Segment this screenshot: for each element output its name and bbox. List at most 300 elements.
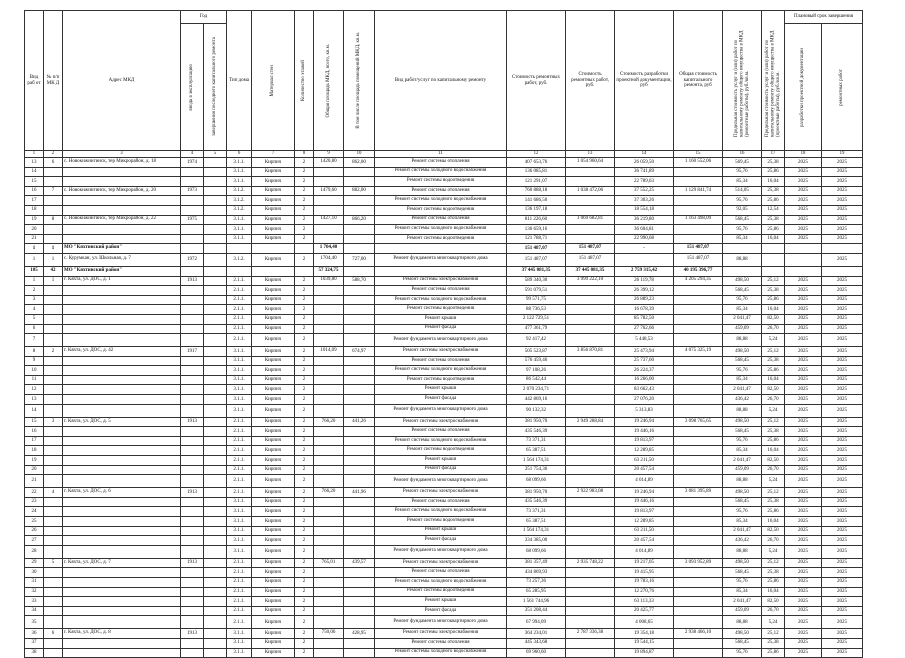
table-cell: 2.1.1. <box>227 475 252 488</box>
table-cell: 1 038 472,06 <box>566 186 615 196</box>
table-cell: 95,76 <box>723 648 762 658</box>
table-row <box>25 186 863 196</box>
table-cell: Кирпич <box>252 475 295 488</box>
table-cell: 2025 <box>785 475 822 488</box>
table-cell: 2 <box>295 507 314 517</box>
table-cell: 2.1.1. <box>227 616 252 629</box>
table-cell: 3.1.1. <box>227 404 252 417</box>
table-cell: Кирпич <box>252 356 295 366</box>
table-cell <box>314 436 344 446</box>
table-cell: 882,00 <box>344 186 375 196</box>
table-cell: 141 686,50 <box>507 196 566 206</box>
table-cell: 760 888,18 <box>507 186 566 196</box>
table-cell: 11 <box>25 375 44 385</box>
table-cell: 136 197,18 <box>507 205 566 215</box>
table-cell <box>204 395 227 405</box>
table-cell <box>181 395 204 405</box>
table-cell: 2025 <box>785 324 822 334</box>
table-cell: 2 <box>295 167 314 177</box>
table-cell <box>344 497 375 507</box>
table-cell: 2025 <box>822 366 863 376</box>
table-cell: 1913 <box>181 629 204 639</box>
table-cell: 498,50 <box>723 558 762 568</box>
table-cell: 28 <box>25 545 44 558</box>
table-cell <box>204 597 227 607</box>
table-cell <box>44 587 63 597</box>
table-cell: 16 <box>25 186 44 196</box>
table-cell <box>344 234 375 244</box>
table-row <box>25 375 863 385</box>
table-cell: Кирпич <box>252 427 295 437</box>
table-cell: 17 <box>25 436 44 446</box>
table-cell: 2025 <box>822 158 863 168</box>
table-cell: 136 659,16 <box>507 225 566 235</box>
table-cell: 2025 <box>822 436 863 446</box>
table-cell: 4 008,65 <box>615 616 674 629</box>
table-cell <box>566 234 615 244</box>
table-cell <box>566 545 615 558</box>
table-row <box>25 456 863 466</box>
table-cell: Ремонт системы водоотведения <box>375 446 507 456</box>
table-cell: 19 <box>25 215 44 225</box>
table-cell <box>314 616 344 629</box>
header-planned-completion: Плановый срок завершения <box>785 11 863 24</box>
table-cell: 505 523,87 <box>507 347 566 357</box>
table-cell <box>344 266 375 276</box>
table-cell <box>674 436 723 446</box>
table-cell: 63 113,33 <box>615 597 674 607</box>
table-cell: 25 737,60 <box>615 356 674 366</box>
table-cell: 65 387,51 <box>507 446 566 456</box>
table-cell <box>44 395 63 405</box>
table-cell: 2 <box>295 475 314 488</box>
table-cell: 85 782,50 <box>615 314 674 324</box>
table-cell: 42 <box>44 266 63 276</box>
table-cell <box>344 475 375 488</box>
table-cell: 2 <box>295 587 314 597</box>
table-row <box>25 446 863 456</box>
table-cell <box>44 507 63 517</box>
table-cell: 2 <box>295 558 314 568</box>
table-cell: 2 <box>295 205 314 215</box>
table-cell <box>204 577 227 587</box>
table-cell <box>344 507 375 517</box>
table-cell: 34 <box>25 606 44 616</box>
table-cell: 1 <box>44 276 63 286</box>
table-cell: 136 085,81 <box>507 167 566 177</box>
table-cell: 3.1.1. <box>227 167 252 177</box>
table-cell: Ремонт системы холодного водоснабжения <box>375 507 507 517</box>
table-cell: Ремонт системы холодного водоснабжения <box>375 167 507 177</box>
table-row <box>25 497 863 507</box>
table-cell: 37 445 081,35 <box>507 266 566 276</box>
table-cell: 2.1.1. <box>227 324 252 334</box>
table-cell: 151 487,07 <box>566 253 615 266</box>
table-cell: 82,50 <box>762 597 785 607</box>
header-last-repair-year: завершения последнего капитального ремонта <box>204 24 227 151</box>
table-cell <box>44 356 63 366</box>
table-cell: 92 417,42 <box>507 334 566 347</box>
table-cell: 65 387,51 <box>507 517 566 527</box>
table-cell: 2 949 288,84 <box>566 417 615 427</box>
table-cell: 2025 <box>822 517 863 527</box>
table-cell <box>204 286 227 296</box>
table-cell: 2 070 234,71 <box>507 385 566 395</box>
table-row <box>25 295 863 305</box>
table-cell: 1420,80 <box>314 158 344 168</box>
table-cell: Кирпич <box>252 446 295 456</box>
table-row <box>25 517 863 527</box>
table-cell <box>181 404 204 417</box>
table-row <box>25 436 863 446</box>
table-cell: 3.1.1. <box>227 536 252 546</box>
table-cell: Кирпич <box>252 648 295 658</box>
repair-plan-table <box>24 10 863 658</box>
table-cell <box>63 526 181 536</box>
table-cell: 25,38 <box>762 215 785 225</box>
table-cell: 498,50 <box>723 417 762 427</box>
table-cell <box>63 616 181 629</box>
table-cell <box>566 205 615 215</box>
header-limit-cost-design: Предельная стоимость услуг и (или) работ по капитальному ремонту общего имущества в МКД (проектные работы), руб./кв.м. <box>762 11 785 151</box>
table-cell <box>566 597 615 607</box>
table-cell: Ремонт системы холодного водоснабжения <box>375 436 507 446</box>
table-cell: 18 <box>25 205 44 215</box>
table-cell: 2025 <box>785 606 822 616</box>
table-cell: г. Кяхта, ул. ДОС, д. 5 <box>63 417 181 427</box>
table-cell: 674,97 <box>344 347 375 357</box>
column-number: 1 <box>25 151 44 158</box>
table-cell: 3.1.1. <box>227 234 252 244</box>
table-cell <box>344 244 375 254</box>
table-cell <box>44 334 63 347</box>
table-cell <box>566 196 615 206</box>
table-cell: 2025 <box>785 215 822 225</box>
table-cell: 121 291,07 <box>507 177 566 187</box>
table-cell <box>44 616 63 629</box>
table-cell: 2025 <box>785 517 822 527</box>
table-cell <box>674 497 723 507</box>
table-cell <box>375 266 507 276</box>
table-cell: Ремонт системы водоотведения <box>375 587 507 597</box>
table-cell: 2 <box>295 446 314 456</box>
table-cell: Кирпич <box>252 536 295 546</box>
header-total-cost: Общая стоимость капитального ремонта, руб <box>674 11 723 151</box>
table-cell: 2025 <box>822 385 863 395</box>
table-cell: Ремонт фасада <box>375 395 507 405</box>
table-cell: 2025 <box>785 385 822 395</box>
table-cell: 477 361,79 <box>507 324 566 334</box>
table-cell: 83 662,43 <box>615 385 674 395</box>
table-cell <box>204 244 227 254</box>
table-cell <box>566 568 615 578</box>
table-cell: 2025 <box>822 167 863 177</box>
table-cell: 2 <box>295 234 314 244</box>
table-cell: 2025 <box>785 234 822 244</box>
table-cell: 2025 <box>785 375 822 385</box>
table-cell: 2025 <box>785 456 822 466</box>
table-cell: Ремонт системы водоотведения <box>375 234 507 244</box>
table-cell: 21 <box>25 234 44 244</box>
table-cell <box>181 356 204 366</box>
table-cell: 88,88 <box>723 545 762 558</box>
table-cell <box>44 324 63 334</box>
table-cell <box>344 517 375 527</box>
table-row <box>25 558 863 568</box>
table-cell: 25,12 <box>762 347 785 357</box>
table-cell <box>181 266 204 276</box>
header-address: Адрес МКД <box>63 11 181 151</box>
table-cell: 73 371,31 <box>507 507 566 517</box>
table-cell: 2 <box>295 253 314 266</box>
table-cell: Ремонт системы электроснабжения <box>375 488 507 498</box>
table-cell: 2025 <box>822 417 863 427</box>
table-cell: 12,54 <box>762 205 785 215</box>
table-cell <box>63 385 181 395</box>
table-cell <box>204 324 227 334</box>
table-cell: 36 604,81 <box>615 225 674 235</box>
table-cell <box>785 253 822 266</box>
column-number: 3 <box>63 151 181 158</box>
table-cell <box>314 446 344 456</box>
table-cell: 2025 <box>822 347 863 357</box>
table-cell <box>344 606 375 616</box>
table-cell: 25,38 <box>762 356 785 366</box>
header-limit-cost-repair: Предельная стоимость услуг и (или) работ по капитальному ремонту общего имущества в МКД (ремонтные работы), руб./кв.м. <box>723 11 762 151</box>
table-cell: 766,20 <box>314 488 344 498</box>
table-cell: 27 <box>25 536 44 546</box>
table-cell <box>63 205 181 215</box>
table-cell <box>674 375 723 385</box>
table-row <box>25 276 863 286</box>
table-cell <box>204 385 227 395</box>
table-cell: 2025 <box>822 497 863 507</box>
table-cell: с. Новокижингинск, тер Микрорайон, д. 18 <box>63 158 181 168</box>
table-cell: 1039,80 <box>314 276 344 286</box>
table-cell: Ремонт системы водоотведения <box>375 205 507 215</box>
table-cell: 20 425,77 <box>615 606 674 616</box>
table-cell: 22 <box>25 488 44 498</box>
table-cell <box>204 177 227 187</box>
table-cell: 26,70 <box>762 465 785 475</box>
table-cell: 2025 <box>822 356 863 366</box>
table-cell <box>63 167 181 177</box>
table-cell <box>204 526 227 536</box>
table-cell: 25,12 <box>762 417 785 427</box>
table-cell: 750,06 <box>314 629 344 639</box>
table-cell <box>204 629 227 639</box>
table-cell: Кирпич <box>252 253 295 266</box>
table-cell: 3 093 952,89 <box>674 558 723 568</box>
table-cell: 3.1.1. <box>227 215 252 225</box>
table-cell: 2.1.1. <box>227 587 252 597</box>
table-cell: 25 <box>25 517 44 527</box>
table-cell: 441,26 <box>344 417 375 427</box>
table-cell: 151 487,07 <box>674 244 723 254</box>
table-cell: 26 119,78 <box>615 276 674 286</box>
table-cell: 25,12 <box>762 488 785 498</box>
table-cell: 2025 <box>785 186 822 196</box>
table-cell: 2.1.1. <box>227 606 252 616</box>
table-cell: с. Курумкан, ул. Школьная, д. 7 <box>63 253 181 266</box>
table-cell: 2025 <box>785 205 822 215</box>
table-cell: 26 059,50 <box>615 158 674 168</box>
table-cell: 3.1.1. <box>227 545 252 558</box>
table-cell <box>204 356 227 366</box>
table-cell: Кирпич <box>252 215 295 225</box>
table-cell <box>674 616 723 629</box>
table-cell <box>344 356 375 366</box>
table-cell: 3.1.1. <box>227 395 252 405</box>
table-cell: 568,45 <box>723 356 762 366</box>
table-cell <box>44 517 63 527</box>
table-cell <box>674 536 723 546</box>
table-cell: 442 869,16 <box>507 395 566 405</box>
table-cell <box>566 456 615 466</box>
capital-repair-table-page <box>24 10 862 658</box>
table-cell: Кирпич <box>252 177 295 187</box>
table-cell: Кирпич <box>252 456 295 466</box>
table-cell: с. Новокижингинск, тер Микрорайон, д. 20 <box>63 186 181 196</box>
table-cell: 459,09 <box>723 324 762 334</box>
table-cell: 2025 <box>785 497 822 507</box>
table-cell <box>314 286 344 296</box>
table-cell <box>723 244 762 254</box>
table-row <box>25 225 863 235</box>
table-cell <box>181 295 204 305</box>
table-cell: 2025 <box>822 295 863 305</box>
table-cell: 2 <box>295 404 314 417</box>
table-cell <box>204 205 227 215</box>
table-cell <box>314 234 344 244</box>
table-cell <box>566 395 615 405</box>
table-cell <box>344 648 375 658</box>
table-cell: 588,70 <box>344 276 375 286</box>
table-row <box>25 427 863 437</box>
table-cell: г. Кяхта, ул. ДОС, д. 6 <box>63 488 181 498</box>
table-cell: 2025 <box>822 196 863 206</box>
table-cell: Кирпич <box>252 507 295 517</box>
table-cell: 2025 <box>822 465 863 475</box>
table-cell <box>204 305 227 315</box>
table-cell <box>204 427 227 437</box>
table-cell: 2.1.1. <box>227 577 252 587</box>
table-cell: 2025 <box>822 404 863 417</box>
table-cell <box>344 465 375 475</box>
table-cell: 2025 <box>822 324 863 334</box>
table-cell <box>44 177 63 187</box>
column-number: 7 <box>252 151 295 158</box>
table-cell <box>566 507 615 517</box>
table-cell: 20 <box>25 225 44 235</box>
table-cell: 37 445 081,35 <box>566 266 615 276</box>
table-row <box>25 404 863 417</box>
table-cell <box>566 446 615 456</box>
table-cell: 2025 <box>785 488 822 498</box>
table-cell <box>674 225 723 235</box>
header-mkd-number: № п/п МК Д <box>44 11 63 151</box>
table-cell: Ремонт фасада <box>375 324 507 334</box>
table-cell: 9 <box>25 356 44 366</box>
table-cell: 3.1.2. <box>227 253 252 266</box>
table-cell: 25,12 <box>762 629 785 639</box>
table-cell: 2025 <box>822 507 863 517</box>
table-cell <box>63 577 181 587</box>
table-cell <box>566 225 615 235</box>
table-cell <box>566 324 615 334</box>
table-cell <box>344 205 375 215</box>
table-cell: 866,20 <box>344 215 375 225</box>
table-cell <box>674 568 723 578</box>
table-cell: 569,45 <box>723 158 762 168</box>
table-cell: 445 343,68 <box>507 638 566 648</box>
table-cell <box>204 606 227 616</box>
table-cell <box>204 417 227 427</box>
table-cell: 1974 <box>181 158 204 168</box>
table-cell <box>674 404 723 417</box>
table-cell: 381 950,70 <box>507 417 566 427</box>
table-cell: г. Кяхта, ул. ДОС, д. 8 <box>63 629 181 639</box>
table-cell: 1014,09 <box>314 347 344 357</box>
table-cell <box>344 545 375 558</box>
table-cell <box>181 205 204 215</box>
table-cell: 2 <box>295 568 314 578</box>
table-cell: 95,76 <box>723 196 762 206</box>
table-cell: 811 226,60 <box>507 215 566 225</box>
table-cell: 2025 <box>785 395 822 405</box>
table-cell: 2025 <box>822 225 863 235</box>
column-number: 4 <box>181 151 204 158</box>
table-row <box>25 545 863 558</box>
table-row <box>25 629 863 639</box>
table-cell <box>44 465 63 475</box>
table-cell: 151 487,07 <box>674 253 723 266</box>
table-cell: 2.1.1. <box>227 314 252 324</box>
table-cell <box>344 375 375 385</box>
table-cell <box>63 648 181 658</box>
table-cell: 3 <box>44 417 63 427</box>
table-cell <box>44 404 63 417</box>
table-cell: 19 446,16 <box>615 497 674 507</box>
table-cell <box>204 507 227 517</box>
table-cell: 2025 <box>785 417 822 427</box>
table-cell: Кирпич <box>252 234 295 244</box>
table-cell: 92,05 <box>723 205 762 215</box>
table-row <box>25 385 863 395</box>
table-cell: 1 163 498,09 <box>674 215 723 225</box>
table-cell: 2025 <box>785 276 822 286</box>
table-cell <box>181 375 204 385</box>
table-cell: 14 <box>25 404 44 417</box>
table-cell: Ремонт фундамента многоквартирного дома <box>375 475 507 488</box>
table-cell: 2025 <box>785 648 822 658</box>
table-cell: 1 129 841,74 <box>674 186 723 196</box>
table-cell: 2 041,47 <box>723 597 762 607</box>
table-cell: 68 099,66 <box>507 545 566 558</box>
table-cell <box>227 266 252 276</box>
table-cell: 2.1.1. <box>227 417 252 427</box>
table-cell: Кирпич <box>252 334 295 347</box>
table-row <box>25 253 863 266</box>
table-cell: 2025 <box>822 629 863 639</box>
table-cell: 95,76 <box>723 167 762 177</box>
table-cell <box>181 597 204 607</box>
table-cell <box>63 507 181 517</box>
table-cell: 16,04 <box>762 446 785 456</box>
table-cell <box>314 295 344 305</box>
table-cell <box>314 526 344 536</box>
table-cell: 95,76 <box>723 225 762 235</box>
